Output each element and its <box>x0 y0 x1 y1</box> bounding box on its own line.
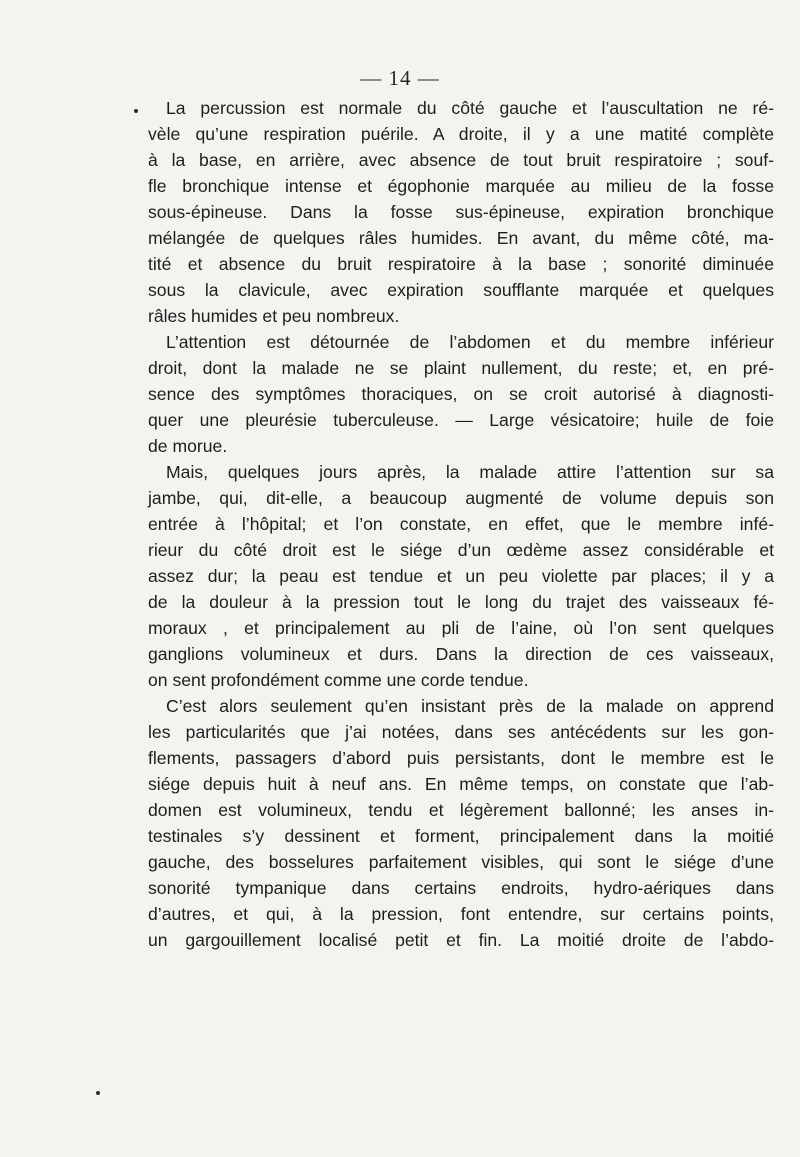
text-line: rieur du côté droit est le siége d’un œdème assez considérable et <box>148 540 774 560</box>
page-number: — 14 — <box>360 66 440 90</box>
paragraph <box>148 95 774 329</box>
text-line: sous-épineuse. Dans la fosse sus-épineuse, expiration bronchique <box>148 202 774 222</box>
text-line: un gargouillement localisé petit et fin. La moitié droite de l’abdo- <box>148 930 774 950</box>
text-line: de la douleur à la pression tout le long du trajet des vaisseaux fé- <box>148 592 774 612</box>
text-line: C’est alors seulement qu’en insistant près de la malade on apprend <box>166 696 774 716</box>
text-line: sous la clavicule, avec expiration soufflante marquée et quelques <box>148 280 774 300</box>
text-line: de morue. <box>148 436 228 456</box>
text-line: domen est volumineux, tendu et légèrement ballonné; les anses in- <box>148 800 774 820</box>
text-line: fle bronchique intense et égophonie marquée au milieu de la fosse <box>148 176 774 196</box>
text-line: entrée à l’hôpital; et l’on constate, en effet, que le membre infé- <box>148 514 774 534</box>
text-line: on sent profondément comme une corde tendue. <box>148 670 529 690</box>
text-line: d’autres, et qui, à la pression, font entendre, sur certains points, <box>148 904 774 924</box>
text-line: tité et absence du bruit respiratoire à la base ; sonorité diminuée <box>148 254 774 274</box>
text-line: flements, passagers d’abord puis persistants, dont le membre est le <box>148 748 774 768</box>
text-line: sonorité tympanique dans certains endroits, hydro-aériques dans <box>148 878 774 898</box>
text-line: testinales s’y dessinent et forment, principalement dans la moitié <box>148 826 774 846</box>
text-line: moraux , et principalement au pli de l’aine, où l’on sent quelques <box>148 618 774 638</box>
text-line: sence des symptômes thoraciques, on se croit autorisé à diagnosti- <box>148 384 774 404</box>
text-line: quer une pleurésie tuberculeuse. — Large vésicatoire; huile de foie <box>148 410 774 430</box>
text-line: à la base, en arrière, avec absence de tout bruit respiratoire ; souf- <box>148 150 774 170</box>
text-line: droit, dont la malade ne se plaint nullement, du reste; et, en pré- <box>148 358 774 378</box>
text-line: siége depuis huit à neuf ans. En même temps, on constate que l’ab- <box>148 774 774 794</box>
text-line: jambe, qui, dit-elle, a beaucoup augmenté de volume depuis son <box>148 488 774 508</box>
text-line: L’attention est détournée de l’abdomen et du membre inférieur <box>166 332 774 352</box>
text-line: gauche, des bosselures parfaitement visibles, qui sont le siége d’une <box>148 852 774 872</box>
paragraph <box>148 693 774 953</box>
text-line: assez dur; la peau est tendue et un peu violette par places; il y a <box>148 566 774 586</box>
text-line: vèle qu’une respiration puérile. A droite, il y a une matité complète <box>148 124 774 144</box>
body-text <box>148 95 774 953</box>
paragraph <box>148 329 774 459</box>
text-line: mélangée de quelques râles humides. En avant, du même côté, ma- <box>148 228 774 248</box>
text-line: râles humides et peu nombreux. <box>148 306 400 326</box>
text-line: ganglions volumineux et durs. Dans la direction de ces vaisseaux, <box>148 644 774 664</box>
text-line: les particularités que j’ai notées, dans ses antécédents sur les gon- <box>148 722 774 742</box>
text-line: Mais, quelques jours après, la malade attire l’attention sur sa <box>166 462 774 482</box>
paragraph <box>148 459 774 693</box>
ink-speck <box>134 109 138 113</box>
ink-speck <box>96 1091 100 1095</box>
text-line: La percussion est normale du côté gauche et l’auscultation ne ré- <box>166 98 774 118</box>
